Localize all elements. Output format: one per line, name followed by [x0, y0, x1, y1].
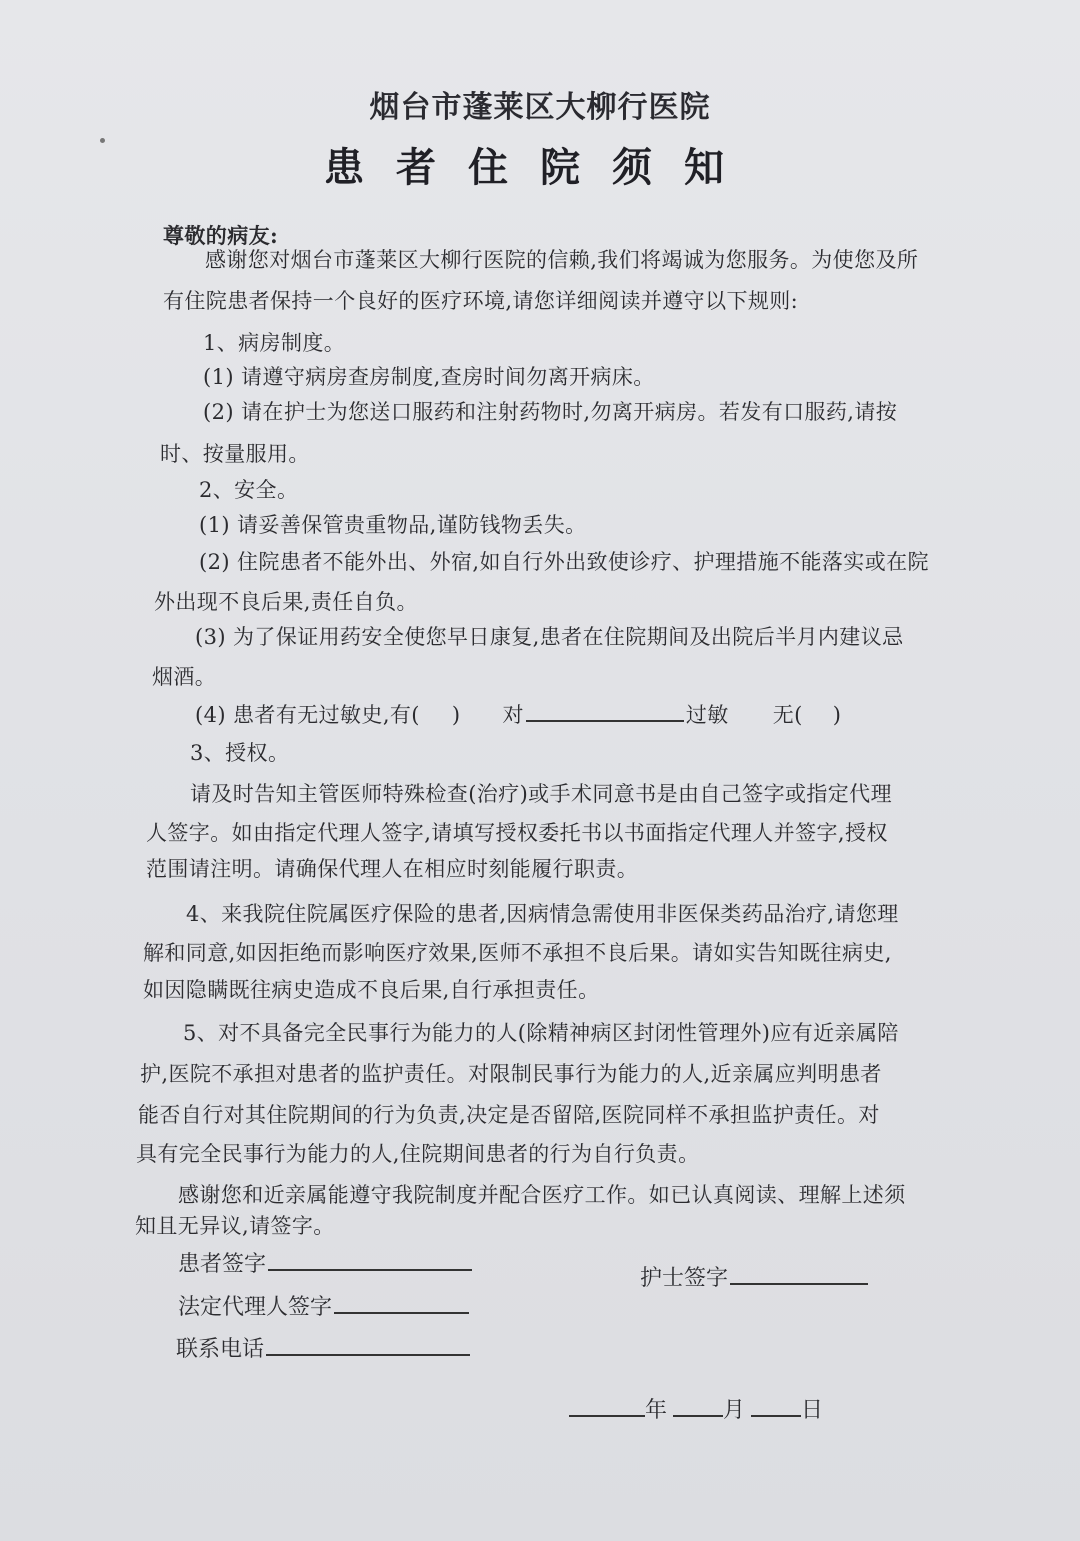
agent-signature-label: 法定代理人签字	[178, 1295, 333, 1320]
section2-heading: 2、安全。	[199, 478, 299, 502]
date-row	[569, 1393, 823, 1424]
section2-item1: (1) 请妥善保管贵重物品,谨防钱物丢失。	[199, 513, 587, 537]
day-blank[interactable]	[751, 1397, 801, 1417]
allergy-prefix: (4) 患者有无过敏史,有(	[195, 703, 420, 727]
intro-line-1: 感谢您对烟台市蓬莱区大柳行医院的信赖,我们将竭诚为您服务。为使您及所	[205, 248, 919, 272]
agent-signature-blank[interactable]	[334, 1294, 469, 1314]
section3-line3: 范围请注明。请确保代理人在相应时刻能履行职责。	[146, 857, 639, 881]
section3-heading: 3、授权。	[190, 741, 290, 765]
section5-line1: 5、对不具备完全民事行为能力的人(除精神病区封闭性管理外)应有近亲属陪	[183, 1021, 899, 1045]
section4-line1: 4、来我院住院属医疗保险的患者,因病情急需使用非医保类药品治疗,请您理	[186, 902, 899, 926]
patient-signature-row	[178, 1247, 472, 1278]
section1-item1: (1) 请遵守病房查房制度,查房时间勿离开病床。	[203, 365, 655, 389]
nurse-signature-row	[640, 1261, 868, 1292]
section1-item2-line2: 时、按量服用。	[160, 442, 310, 466]
section2-item2-line2: 外出现不良后果,责任自负。	[154, 590, 418, 614]
month-label: 月	[723, 1398, 746, 1423]
document-title: 患者住院须知	[324, 144, 756, 191]
allergy-substance-blank[interactable]	[526, 702, 684, 722]
section3-line2: 人签字。如由指定代理人签字,请填写授权委托书以书面指定代理人并签字,授权	[146, 821, 888, 845]
month-blank[interactable]	[673, 1397, 723, 1417]
section1-item2-line1: (2) 请在护士为您送口服药和注射药物时,勿离开病房。若发有口服药,请按	[203, 400, 898, 424]
greeting: 尊敬的病友:	[163, 223, 279, 248]
section5-line4: 具有完全民事行为能力的人,住院期间患者的行为自行负责。	[136, 1142, 700, 1166]
section1-heading: 1、病房制度。	[203, 331, 346, 355]
section2-item3-line2: 烟酒。	[152, 665, 217, 689]
section4-line3: 如因隐瞒既往病史造成不良后果,自行承担责任。	[143, 978, 600, 1002]
year-blank[interactable]	[569, 1397, 645, 1417]
section3-line1: 请及时告知主管医师特殊检查(治疗)或手术同意书是由自己签字或指定代理	[190, 782, 892, 806]
allergy-line	[195, 699, 841, 729]
section2-item2-line1: (2) 住院患者不能外出、外宿,如自行外出致使诊疗、护理措施不能落实或在院	[199, 550, 929, 574]
closing-line2: 知且无异议,请签字。	[135, 1214, 335, 1238]
day-label: 日	[801, 1398, 824, 1423]
hospital-name: 烟台市蓬莱区大柳行医院	[369, 90, 711, 125]
section5-line3: 能否自行对其住院期间的行为负责,决定是否留陪,医院同样不承担监护责任。对	[138, 1103, 880, 1127]
section2-item3-line1: (3) 为了保证用药安全使您早日康复,患者在住院期间及出院后半月内建议忌	[195, 625, 904, 649]
allergy-no: 无(	[772, 703, 803, 727]
allergy-yes-close: )	[451, 703, 461, 727]
allergy-no-close: )	[832, 703, 842, 727]
phone-blank[interactable]	[266, 1336, 470, 1356]
allergy-dui: 对	[502, 703, 524, 727]
allergy-guomin: 过敏	[685, 703, 729, 727]
nurse-signature-label: 护士签字	[640, 1266, 729, 1291]
section5-line2: 护,医院不承担对患者的监护责任。对限制民事行为能力的人,近亲属应判明患者	[140, 1062, 882, 1086]
phone-row	[176, 1332, 470, 1363]
patient-signature-label: 患者签字	[178, 1252, 267, 1277]
phone-label: 联系电话	[176, 1337, 265, 1362]
patient-signature-blank[interactable]	[268, 1251, 472, 1271]
nurse-signature-blank[interactable]	[730, 1265, 868, 1285]
section4-line2: 解和同意,如因拒绝而影响医疗效果,医师不承担不良后果。请如实告知既往病史,	[143, 941, 892, 965]
intro-line-2: 有住院患者保持一个良好的医疗环境,请您详细阅读并遵守以下规则:	[163, 289, 799, 313]
agent-signature-row	[178, 1290, 469, 1321]
year-label: 年	[645, 1398, 668, 1423]
closing-line1: 感谢您和近亲属能遵守我院制度并配合医疗工作。如已认真阅读、理解上述须	[178, 1183, 906, 1207]
